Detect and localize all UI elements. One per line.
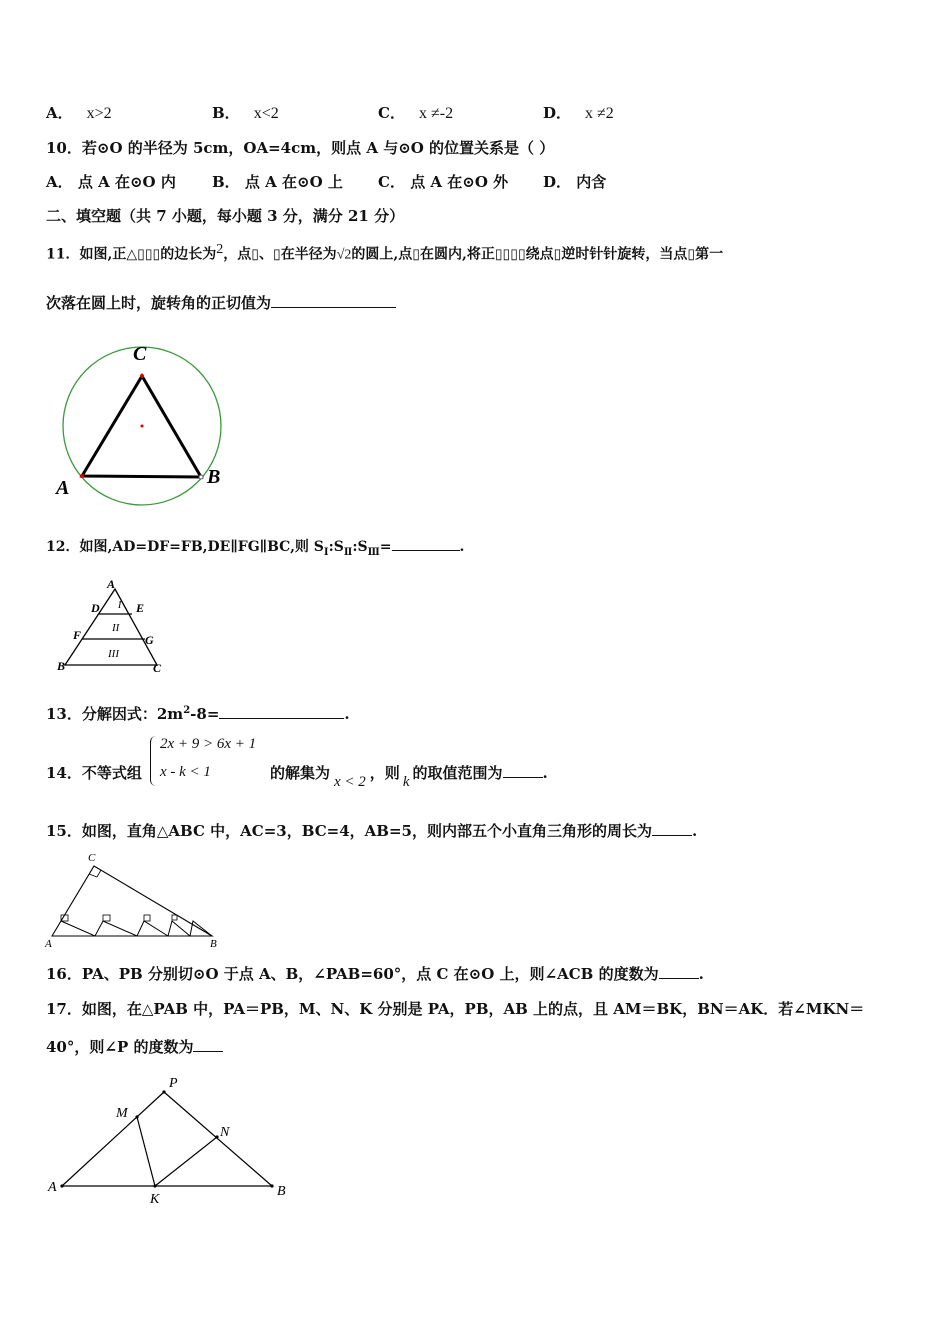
q17-figure [46, 1070, 296, 1205]
label-p: P [169, 1076, 178, 1091]
region-2: II [112, 622, 120, 634]
side-pa [62, 1092, 164, 1186]
vertex-b-dot [199, 475, 203, 479]
q11-line2: 次落在圆上时，旋转角的正切值为 [46, 292, 396, 313]
q14-stem: 的解集为 x < 2 ，则 k 的取值范围为 . [270, 764, 548, 790]
point-n [215, 1135, 218, 1138]
q17-line1: 17．如图，在△PAB 中，PA＝PB，M、N、K 分别是 PA，PB，AB 上的点，且 AM＝BK，BN＝AK．若∠MKN＝ [46, 1000, 865, 1018]
q14-prefix: 14．不等式组 [46, 764, 142, 782]
q15-figure [44, 850, 226, 952]
q9-option-c: C． x ≠-2 [378, 104, 454, 122]
q10-option-c: C． 点 A 在⊙O 外 [378, 173, 509, 191]
right-angle-mark-2 [103, 915, 110, 921]
label-a: A [56, 477, 70, 499]
right-triangle-abc [52, 866, 212, 936]
point-k [153, 1184, 156, 1187]
q10-option-d: D． 内含 [543, 173, 607, 191]
label-c: C [133, 343, 147, 365]
q14-ineq2: x - k < 1 [160, 764, 211, 780]
right-angle-mark-3 [144, 915, 150, 921]
q17-line2: 40°，则∠P 的度数为 [46, 1036, 223, 1057]
label-n: N [220, 1125, 230, 1140]
section-title: 二、填空题（共 7 小题，每小题 3 分，满分 21 分） [46, 207, 405, 225]
label-d: D [91, 601, 100, 615]
label-b: B [277, 1184, 286, 1199]
label-f: F [73, 628, 82, 642]
label-a: A [45, 938, 52, 950]
q9-option-b: B． x<2 [212, 104, 279, 122]
q14-ineq1: 2x + 9 > 6x + 1 [160, 736, 257, 752]
side-pb [164, 1092, 272, 1186]
label-g: G [145, 633, 154, 647]
label-c: C [88, 852, 96, 864]
q13-stem: 13．分解因式：$2m^2-8=$ . [46, 705, 350, 723]
inner-zigzag [61, 921, 212, 936]
q9-option-d: D． x ≠2 [543, 104, 614, 122]
label-e: E [136, 601, 145, 615]
label-c: C [153, 661, 162, 675]
q12-stem: 12．如图,AD=DF=FB,DE∥FG∥BC,则 $S_Ⅰ:S_Ⅱ:S_Ⅲ=$ . [46, 536, 464, 558]
q16-stem: 16．PA、PB 分别切⊙O 于点 A、B，∠PAB=60°，点 C 在⊙O 上，则∠ACB 的度数为 . [46, 965, 704, 983]
q10-stem: 10．若⊙O 的半径为 5cm，OA=4cm，则点 A 与⊙O 的位置关系是（ ） [46, 139, 555, 157]
q11-stem: 11．如图,正△▯▯▯的边长为$^2$，点▯、▯在半径为√2的圆上,点▯在圆内,将正▯▯▯▯绕点▯逆时针针旋转，当点▯第一 [46, 242, 724, 263]
point-b [270, 1184, 273, 1187]
segment-kn [155, 1137, 217, 1186]
label-k: K [150, 1192, 160, 1207]
point-m [135, 1115, 138, 1118]
point-a [60, 1184, 63, 1187]
label-a: A [107, 577, 116, 591]
label-b: B [207, 466, 221, 488]
vertex-a-dot [80, 474, 84, 478]
q15-stem: 15．如图，直角△ABC 中，AC=3，BC=4，AB=5，则内部五个小直角三角形的周长为 . [46, 822, 698, 840]
point-p [162, 1090, 165, 1093]
region-1: I [118, 600, 122, 611]
q10-option-a: A． 点 A 在⊙O 内 [46, 173, 176, 191]
region-3: III [108, 648, 119, 660]
q12-figure [55, 578, 175, 674]
label-b: B [57, 659, 66, 673]
center-point [141, 425, 144, 428]
segment-mk [137, 1117, 155, 1186]
label-b: B [210, 938, 217, 950]
label-a: A [48, 1180, 57, 1195]
q11-figure [50, 340, 240, 510]
label-m: M [116, 1106, 128, 1121]
vertex-c-dot [140, 374, 144, 378]
right-angle-mark-4 [172, 915, 177, 920]
q9-option-a: A． x>2 [46, 104, 112, 122]
q10-option-b: B． 点 A 在⊙O 上 [212, 173, 343, 191]
